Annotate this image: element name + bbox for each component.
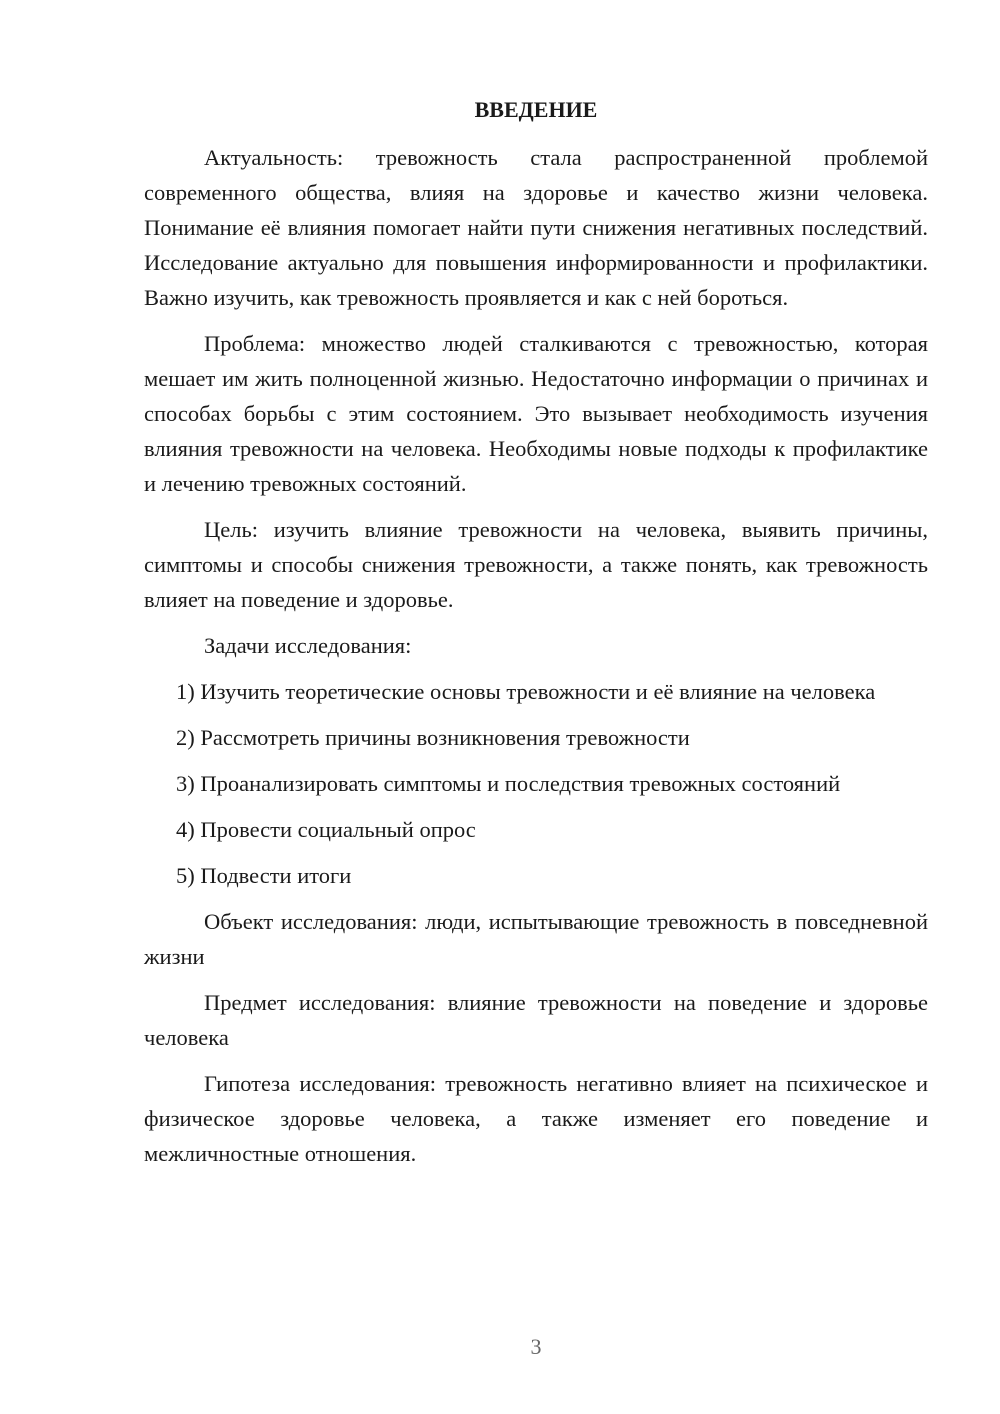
document-page <box>144 95 928 1182</box>
task-item-4: 4) Провести социальный опрос <box>176 817 476 842</box>
paragraph-hypothesis: Гипотеза исследования: тревожность негативно влияет на психическое и физическое здоровье человека, а также изменяет его поведение и межличностные отношения. <box>144 1071 928 1166</box>
page-number: 3 <box>530 1334 542 1359</box>
task-item-2: 2) Рассмотреть причины возникновения тревожности <box>176 725 690 750</box>
task-item-1: 1) Изучить теоретические основы тревожности и её влияние на человека <box>176 679 876 704</box>
tasks-heading: Задачи исследования: <box>204 633 412 658</box>
task-item-3: 3) Проанализировать симптомы и последствия тревожных состояний <box>176 771 841 796</box>
task-item-5: 5) Подвести итоги <box>176 863 352 888</box>
paragraph-goal: Цель: изучить влияние тревожности на человека, выявить причины, симптомы и способы снижения тревожности, а также понять, как тревожность влияет на поведение и здоровье. <box>144 517 928 612</box>
paragraph-problem: Проблема: множество людей сталкиваются с тревожностью, которая мешает им жить полноценной жизнью. Недостаточно информации о причинах и способах борьбы с этим состоянием. Это вызывает необходимость изучения влияния тревожности на человека. Необходимы новые подходы к профилактике и лечению тревожных состояний. <box>144 331 928 496</box>
paragraph-relevance: Актуальность: тревожность стала распространенной проблемой современного общества, влияя на здоровье и качество жизни человека. Понимание её влияния помогает найти пути снижения негативных последствий. Исследование актуально для повышения информированности и профилактики. Важно изучить, как тревожность проявляется и как с ней бороться. <box>144 145 928 310</box>
page-title: ВВЕДЕНИЕ <box>474 97 598 122</box>
paragraph-object: Объект исследования: люди, испытывающие тревожность в повседневной жизни <box>144 909 928 969</box>
paragraph-subject: Предмет исследования: влияние тревожности на поведение и здоровье человека <box>144 990 928 1050</box>
